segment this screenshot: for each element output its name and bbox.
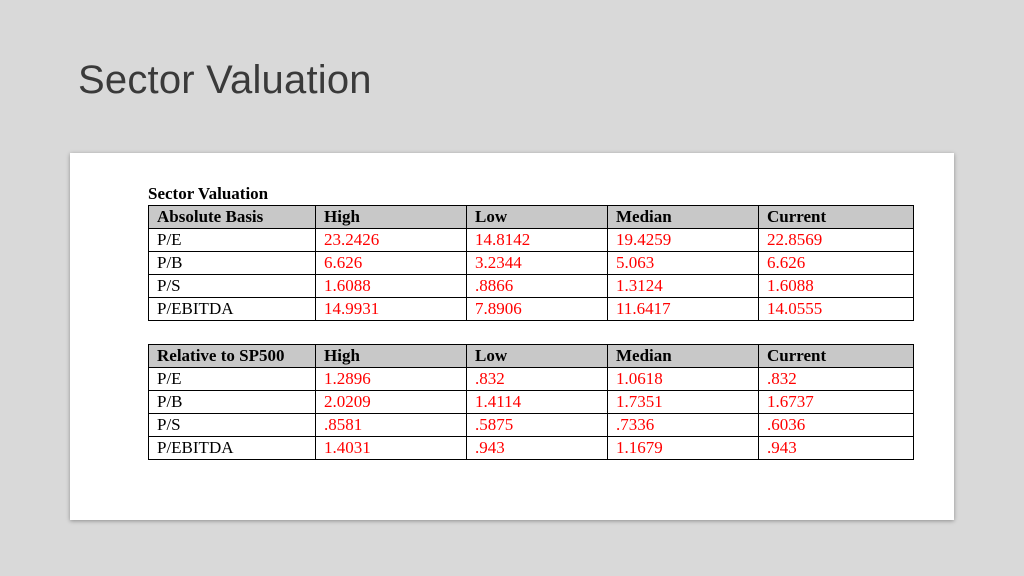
table-cell: .5875	[467, 414, 608, 437]
table-cell: 5.063	[608, 252, 759, 275]
table-cell: 11.6417	[608, 298, 759, 321]
table-cell: 2.0209	[316, 391, 467, 414]
table-cell: .832	[759, 368, 914, 391]
column-header: High	[316, 206, 467, 229]
column-header: Absolute Basis	[149, 206, 316, 229]
table-row	[149, 252, 914, 275]
table-header-row	[149, 345, 914, 368]
table-row	[149, 275, 914, 298]
table-cell: .943	[759, 437, 914, 460]
table-cell: .8581	[316, 414, 467, 437]
row-label: P/B	[149, 252, 316, 275]
table-cell: 1.7351	[608, 391, 759, 414]
table-row	[149, 391, 914, 414]
table-cell: .832	[467, 368, 608, 391]
table-cell: 7.8906	[467, 298, 608, 321]
table-cell: 22.8569	[759, 229, 914, 252]
relative-to-sp500-table	[148, 344, 914, 460]
table-cell: 1.1679	[608, 437, 759, 460]
table-row	[149, 229, 914, 252]
column-header: Median	[608, 206, 759, 229]
column-header: Low	[467, 345, 608, 368]
column-header: Low	[467, 206, 608, 229]
table-cell: 1.0618	[608, 368, 759, 391]
document-image	[70, 153, 954, 520]
table-cell: 14.0555	[759, 298, 914, 321]
column-header: High	[316, 345, 467, 368]
table-cell: 6.626	[759, 252, 914, 275]
table-cell: 1.4114	[467, 391, 608, 414]
row-label: P/B	[149, 391, 316, 414]
column-header: Relative to SP500	[149, 345, 316, 368]
table-cell: 1.3124	[608, 275, 759, 298]
table-cell: 1.2896	[316, 368, 467, 391]
table-row	[149, 414, 914, 437]
table-cell: 1.6088	[759, 275, 914, 298]
table-cell: 1.6088	[316, 275, 467, 298]
table-cell: 3.2344	[467, 252, 608, 275]
row-label: P/S	[149, 414, 316, 437]
column-header: Current	[759, 345, 914, 368]
table-cell: 19.4259	[608, 229, 759, 252]
column-header: Median	[608, 345, 759, 368]
row-label: P/EBITDA	[149, 298, 316, 321]
column-header: Current	[759, 206, 914, 229]
table-cell: 14.8142	[467, 229, 608, 252]
absolute-basis-table	[148, 205, 914, 321]
slide-title: Sector Valuation	[78, 58, 372, 102]
row-label: P/E	[149, 229, 316, 252]
table-cell: 23.2426	[316, 229, 467, 252]
document-heading: Sector Valuation	[148, 184, 269, 203]
table-row	[149, 368, 914, 391]
table-cell: 14.9931	[316, 298, 467, 321]
table-cell: .6036	[759, 414, 914, 437]
table-header-row	[149, 206, 914, 229]
table-cell: 6.626	[316, 252, 467, 275]
table-cell: 1.4031	[316, 437, 467, 460]
table-row	[149, 298, 914, 321]
table-row	[149, 437, 914, 460]
row-label: P/S	[149, 275, 316, 298]
table-cell: .7336	[608, 414, 759, 437]
row-label: P/EBITDA	[149, 437, 316, 460]
table-cell: .943	[467, 437, 608, 460]
table-cell: .8866	[467, 275, 608, 298]
table-cell: 1.6737	[759, 391, 914, 414]
row-label: P/E	[149, 368, 316, 391]
